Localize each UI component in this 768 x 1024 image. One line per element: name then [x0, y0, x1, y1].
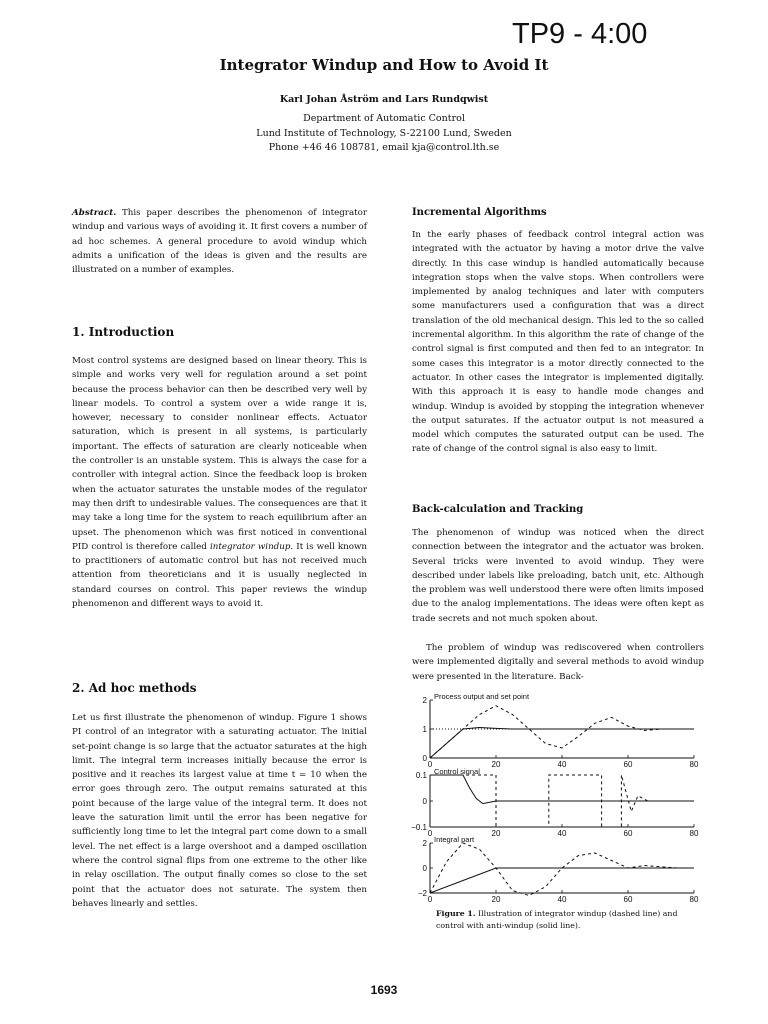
intro-text-after: . It is well known to practitioners of automatic control but has not received much attention from theoreticians and it is usually neglected in standard courses on control. This paper reviews the windup phenomenon and different ways to avoid it. [72, 541, 368, 610]
series-line [430, 868, 694, 893]
x-tick-label: 40 [557, 760, 567, 769]
y-tick-label: 1 [422, 725, 427, 734]
x-tick-label: 60 [623, 760, 633, 769]
series-line [430, 728, 694, 759]
intro-text-before: Most control systems are designed based on linear theory. This is simple and works very well for regulation around a set point because the process behavior can then be described very well by linear models. To control a system over a wide range it is, however, necessary to consider nonlinear effects. Actuator saturation, which is present in all systems, is particularly important. The effects of saturation are clearly noticeable when the controller is an unstable system. This is always the case for a controller with integral action. Since the feedback loop is broken when the actuator saturates the unstable modes of the regulator may then drift to undesirable values. The consequences are that it may take a long time for the system to reach equilibrium after an upset. The phenomenon which was first noticed in conventional PID control is therefore called [72, 356, 367, 552]
x-tick-label: 40 [557, 895, 567, 904]
y-tick-label: 0 [422, 864, 427, 873]
paper-title: Integrator Windup and How to Avoid It [219, 56, 549, 74]
x-tick-label: 20 [491, 895, 501, 904]
authors: Karl Johan Åström and Lars Rundqwist [279, 94, 489, 105]
figure-caption [436, 908, 704, 932]
y-tick-label: −2 [417, 889, 427, 898]
panel-title: Control signal [434, 767, 480, 776]
x-tick-label: 20 [491, 760, 501, 769]
figure-caption-text: Illustration of integrator windup (dashed line) and control with anti-windup (solid line). [436, 909, 678, 930]
x-tick-label: 0 [427, 895, 433, 904]
figure-1-chart [410, 690, 710, 908]
subheading-backcalc: Back-calculation and Tracking [412, 504, 584, 515]
x-tick-label: 80 [689, 829, 699, 838]
intro-emphasis: integrator windup [209, 541, 291, 552]
panel-title: Integral part [434, 835, 475, 844]
figure-caption-label: Figure 1. [436, 909, 476, 918]
x-tick-label: 40 [557, 829, 567, 838]
affiliation-line: Lund Institute of Technology, S-22100 Lund, Sweden [256, 127, 512, 139]
x-tick-label: 80 [689, 895, 699, 904]
incremental-text: In the early phases of feedback control integral action was integrated with the actuator by having a motor drive the valve directly. In this case windup is handled automatically because integration stops when the valve stops. When controllers were implemented by analog techniques and later with computers some manufacturers used a configuration that was a direct translation of the old mechanical design. This led to the so called incremental algorithm. In this algorithm the rate of change of the control signal is first computed and then fed to an integrator. In some cases this integrator is a motor directly connected to the actuator. In other cases the integrator is implemented digitally. With this approach it is easy to handle mode changes and windup. Windup is avoided by stopping the integration whenever the output saturates. If the actuator output is not measured a model which computes the saturated output can be used. The rate of change of the control signal is also easy to limit. [412, 230, 704, 455]
abstract-text: This paper describes the phenomenon of integrator windup and various ways of avoiding it. It first covers a number of ad hoc schemes. A general procedure to avoid windup which admits a unification of the ideas is given and the results are illustrated on a number of examples. [72, 208, 367, 276]
subheading-incremental: Incremental Algorithms [412, 207, 547, 218]
abstract-label: Abstract. [72, 208, 117, 218]
x-tick-label: 60 [623, 895, 633, 904]
backcalc-text-2: The problem of windup was rediscovered when controllers were implemented digitally and several methods to avoid windup were presented in the literature. Back- [412, 643, 704, 682]
introduction-text [72, 354, 367, 611]
affiliation-line: Department of Automatic Control [303, 113, 465, 124]
y-tick-label: 0.1 [415, 771, 427, 780]
adhoc-text: Let us first illustrate the phenomenon of windup. Figure 1 shows PI control of an integrator with a saturating actuator. The initial set-point change is so large that the actuator saturates at the high limit. The integral term increases initially because the error is positive and it reaches its largest value at time t = 10 when the error goes through zero. The output remains saturated at this point because of the large value of the integral term. It does not leave the saturation limit until the error has been negative for sufficiently long time to let the integral part come down to a small level. The net effect is a large overshoot and a damped oscillation where the control signal flips from one extreme to the other like in relay oscillation. The output finally comes so close to the set point that the actuator does not saturate. The system then behaves linearly and settles. [72, 713, 367, 909]
y-tick-label: −0.1 [411, 823, 427, 832]
x-tick-label: 0 [427, 829, 433, 838]
backcalc-text-1: The phenomenon of windup was noticed when the direct connection between the integrator and the actuator was broken. Several tricks were invented to avoid windup. They were described under labels like preloading, batch unit, etc. Although the problem was well understood there were often limits imposed due to the analog implementations. The ideas were often kept as trade secrets and not much spoken about. [412, 528, 704, 624]
affiliation [0, 112, 768, 156]
series-line [430, 706, 694, 758]
series-line [430, 843, 694, 896]
y-tick-label: 2 [422, 696, 427, 705]
series-line [430, 775, 694, 804]
affiliation-line: Phone +46 46 108781, email kja@control.lth.se [268, 142, 500, 153]
y-tick-label: 0 [422, 797, 427, 806]
y-tick-label: 2 [422, 839, 427, 848]
section-heading-adhoc: 2. Ad hoc methods [72, 681, 197, 695]
abstract [72, 206, 367, 277]
x-tick-label: 0 [427, 760, 433, 769]
x-tick-label: 60 [623, 829, 633, 838]
page-number: 1693 [370, 983, 398, 997]
x-tick-label: 20 [491, 829, 501, 838]
x-tick-label: 80 [689, 760, 699, 769]
y-tick-label: 0 [422, 754, 427, 763]
panel-title: Process output and set point [434, 692, 530, 701]
section-heading-introduction: 1. Introduction [72, 325, 175, 339]
session-code: TP9 - 4:00 [512, 18, 648, 50]
